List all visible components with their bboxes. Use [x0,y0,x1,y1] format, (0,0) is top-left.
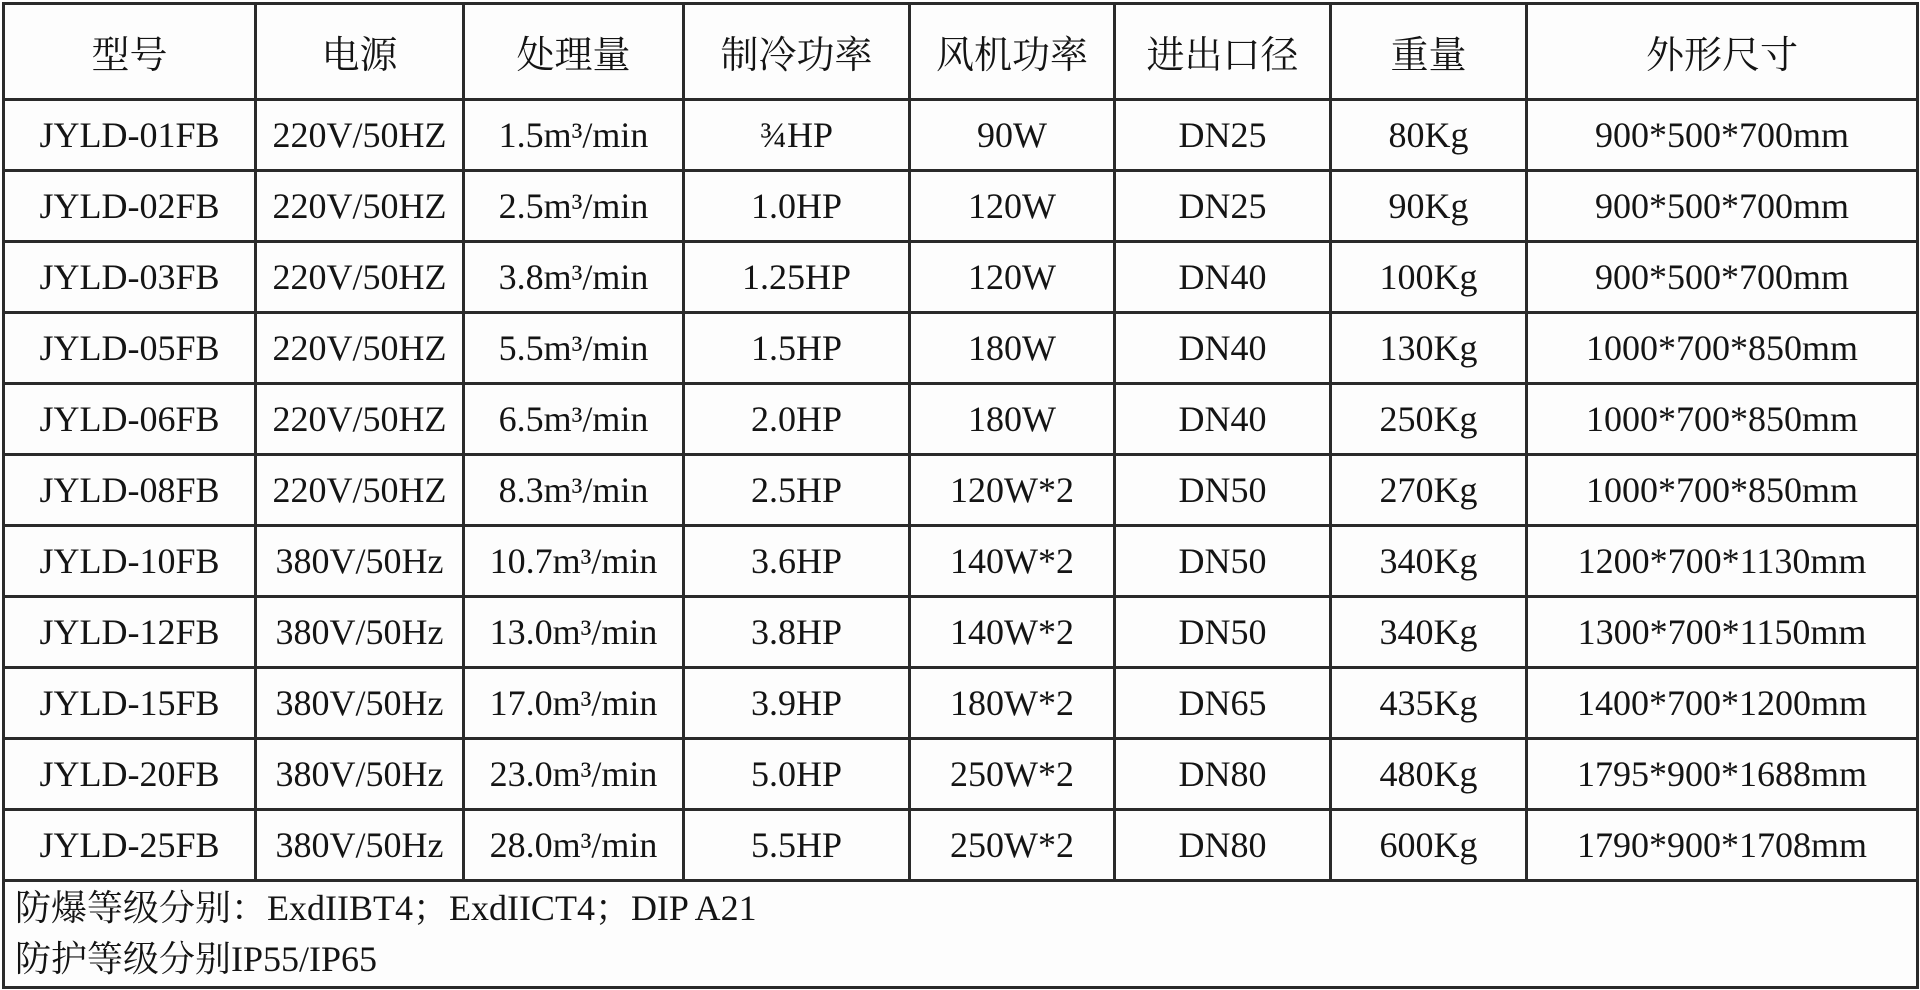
power-supply-cell: 380V/50Hz [256,810,464,881]
dimensions-cell: 900*500*700mm [1527,100,1918,171]
fan-power-cell: 180W*2 [910,668,1115,739]
model-cell: JYLD-15FB [4,668,256,739]
capacity-cell: 2.5m³/min [464,171,684,242]
fan-power-cell: 120W [910,242,1115,313]
port-size-cell: DN40 [1115,313,1331,384]
port-size-cell: DN25 [1115,171,1331,242]
model-cell: JYLD-10FB [4,526,256,597]
power-supply-cell: 220V/50HZ [256,171,464,242]
fan-power-cell: 250W*2 [910,739,1115,810]
port-size-cell: DN80 [1115,810,1331,881]
table-row [4,384,1918,455]
dimensions-cell: 1790*900*1708mm [1527,810,1918,881]
dimensions-cell: 900*500*700mm [1527,242,1918,313]
weight-cell: 80Kg [1331,100,1527,171]
product-spec-table [2,2,1919,989]
model-cell: JYLD-20FB [4,739,256,810]
table-row [4,668,1918,739]
model-cell: JYLD-01FB [4,100,256,171]
power-supply-cell: 220V/50HZ [256,242,464,313]
capacity-cell: 10.7m³/min [464,526,684,597]
capacity-cell: 8.3m³/min [464,455,684,526]
weight-cell: 340Kg [1331,597,1527,668]
footer-row [4,881,1918,988]
dimensions-cell: 1795*900*1688mm [1527,739,1918,810]
weight-cell: 90Kg [1331,171,1527,242]
model-cell: JYLD-08FB [4,455,256,526]
table-row [4,171,1918,242]
header-dimensions: 外形尺寸 [1527,4,1918,100]
fan-power-cell: 250W*2 [910,810,1115,881]
capacity-cell: 17.0m³/min [464,668,684,739]
cooling-power-cell: 3.9HP [684,668,910,739]
port-size-cell: DN40 [1115,384,1331,455]
header-weight: 重量 [1331,4,1527,100]
table-row [4,242,1918,313]
power-supply-cell: 220V/50HZ [256,313,464,384]
cooling-power-cell: 5.0HP [684,739,910,810]
model-cell: JYLD-06FB [4,384,256,455]
dimensions-cell: 1400*700*1200mm [1527,668,1918,739]
capacity-cell: 23.0m³/min [464,739,684,810]
dimensions-cell: 1300*700*1150mm [1527,597,1918,668]
explosion-proof-rating-note: 防爆等级分别：ExdIIBT4；ExdIICT4；DIP A21 [15,887,757,928]
table-row [4,739,1918,810]
table-row [4,313,1918,384]
weight-cell: 130Kg [1331,313,1527,384]
cooling-power-cell: 1.5HP [684,313,910,384]
model-cell: JYLD-02FB [4,171,256,242]
fan-power-cell: 120W [910,171,1115,242]
header-model: 型号 [4,4,256,100]
table-row [4,100,1918,171]
dimensions-cell: 1000*700*850mm [1527,313,1918,384]
port-size-cell: DN50 [1115,597,1331,668]
cooling-power-cell: 3.8HP [684,597,910,668]
capacity-cell: 1.5m³/min [464,100,684,171]
header-port-size: 进出口径 [1115,4,1331,100]
power-supply-cell: 220V/50HZ [256,384,464,455]
table-row [4,810,1918,881]
cooling-power-cell: 3.6HP [684,526,910,597]
header-fan-power: 风机功率 [910,4,1115,100]
fan-power-cell: 180W [910,384,1115,455]
cooling-power-cell: 1.0HP [684,171,910,242]
fan-power-cell: 90W [910,100,1115,171]
capacity-cell: 3.8m³/min [464,242,684,313]
weight-cell: 600Kg [1331,810,1527,881]
header-capacity: 处理量 [464,4,684,100]
capacity-cell: 6.5m³/min [464,384,684,455]
dimensions-cell: 1000*700*850mm [1527,384,1918,455]
fan-power-cell: 180W [910,313,1115,384]
fan-power-cell: 140W*2 [910,597,1115,668]
weight-cell: 270Kg [1331,455,1527,526]
port-size-cell: DN50 [1115,455,1331,526]
table-row [4,455,1918,526]
power-supply-cell: 380V/50Hz [256,526,464,597]
cooling-power-cell: 2.5HP [684,455,910,526]
dimensions-cell: 1000*700*850mm [1527,455,1918,526]
cooling-power-cell: 1.25HP [684,242,910,313]
header-row [4,4,1918,100]
capacity-cell: 28.0m³/min [464,810,684,881]
weight-cell: 340Kg [1331,526,1527,597]
power-supply-cell: 380V/50Hz [256,739,464,810]
power-supply-cell: 220V/50HZ [256,455,464,526]
model-cell: JYLD-03FB [4,242,256,313]
port-size-cell: DN80 [1115,739,1331,810]
dimensions-cell: 900*500*700mm [1527,171,1918,242]
header-power-supply: 电源 [256,4,464,100]
protection-rating-note: 防护等级分别IP55/IP65 [15,939,378,979]
table-row [4,526,1918,597]
model-cell: JYLD-05FB [4,313,256,384]
header-cooling-power: 制冷功率 [684,4,910,100]
fan-power-cell: 120W*2 [910,455,1115,526]
capacity-cell: 13.0m³/min [464,597,684,668]
weight-cell: 435Kg [1331,668,1527,739]
port-size-cell: DN40 [1115,242,1331,313]
dimensions-cell: 1200*700*1130mm [1527,526,1918,597]
cooling-power-cell: ¾HP [684,100,910,171]
cooling-power-cell: 2.0HP [684,384,910,455]
port-size-cell: DN65 [1115,668,1331,739]
model-cell: JYLD-25FB [4,810,256,881]
port-size-cell: DN25 [1115,100,1331,171]
table-row [4,597,1918,668]
cooling-power-cell: 5.5HP [684,810,910,881]
capacity-cell: 5.5m³/min [464,313,684,384]
weight-cell: 100Kg [1331,242,1527,313]
power-supply-cell: 380V/50Hz [256,668,464,739]
weight-cell: 250Kg [1331,384,1527,455]
power-supply-cell: 380V/50Hz [256,597,464,668]
power-supply-cell: 220V/50HZ [256,100,464,171]
weight-cell: 480Kg [1331,739,1527,810]
fan-power-cell: 140W*2 [910,526,1115,597]
footer-notes-cell [4,881,1918,988]
port-size-cell: DN50 [1115,526,1331,597]
model-cell: JYLD-12FB [4,597,256,668]
